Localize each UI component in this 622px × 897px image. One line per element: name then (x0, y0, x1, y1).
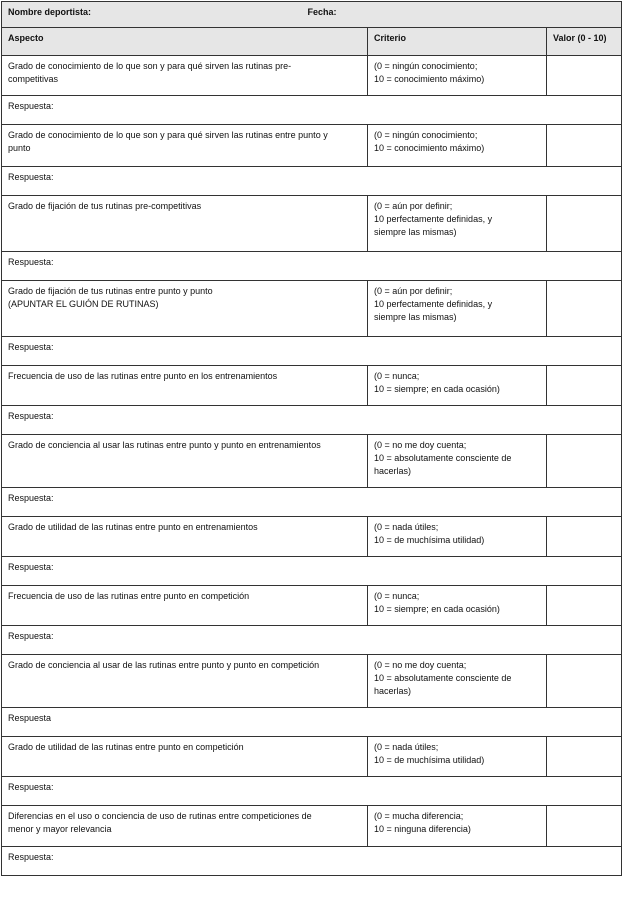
aspect-cell: Frecuencia de uso de las rutinas entre punto en los entrenamientos (2, 366, 368, 406)
question-row (2, 366, 622, 406)
criterion-cell: (0 = ningún conocimiento; 10 = conocimiento máximo) (368, 125, 547, 167)
question-row (2, 56, 622, 96)
value-input-cell[interactable] (547, 196, 622, 252)
column-header-row (2, 28, 622, 56)
question-row (2, 806, 622, 847)
criterion-cell: (0 = no me doy cuenta; 10 = absolutamente consciente de hacerlas) (368, 655, 547, 708)
question-row (2, 517, 622, 557)
criterion-cell: (0 = nada útiles; 10 = de muchísima utilidad) (368, 517, 547, 557)
response-field[interactable]: Respuesta: (2, 252, 622, 281)
response-field[interactable]: Respuesta: (2, 557, 622, 586)
athlete-name-label: Nombre deportista: (8, 7, 92, 17)
value-input-cell[interactable] (547, 517, 622, 557)
response-row (2, 406, 622, 435)
aspect-cell: Grado de utilidad de las rutinas entre punto en competición (2, 737, 368, 777)
response-field[interactable]: Respuesta: (2, 406, 622, 435)
value-input-cell[interactable] (547, 281, 622, 337)
response-field[interactable]: Respuesta: (2, 337, 622, 366)
aspect-cell: Grado de fijación de tus rutinas entre punto y punto (APUNTAR EL GUIÓN DE RUTINAS) (2, 281, 368, 337)
criterion-cell: (0 = no me doy cuenta; 10 = absolutamente consciente de hacerlas) (368, 435, 547, 488)
question-row (2, 435, 622, 488)
value-input-cell[interactable] (547, 655, 622, 708)
value-input-cell[interactable] (547, 435, 622, 488)
response-row (2, 847, 622, 876)
value-input-cell[interactable] (547, 56, 622, 96)
value-input-cell[interactable] (547, 737, 622, 777)
value-input-cell[interactable] (547, 806, 622, 847)
aspect-cell: Frecuencia de uso de las rutinas entre punto en competición (2, 586, 368, 626)
criterion-cell: (0 = nunca; 10 = siempre; en cada ocasión) (368, 586, 547, 626)
aspect-column-header: Aspecto (2, 28, 368, 56)
criterion-cell: (0 = aún por definir; 10 perfectamente definidas, y siempre las mismas) (368, 281, 547, 337)
response-field[interactable]: Respuesta: (2, 777, 622, 806)
response-row (2, 777, 622, 806)
response-row (2, 708, 622, 737)
aspect-cell: Grado de conciencia al usar de las rutinas entre punto y punto en competición (2, 655, 368, 708)
criterion-cell: (0 = ningún conocimiento; 10 = conocimiento máximo) (368, 56, 547, 96)
value-input-cell[interactable] (547, 125, 622, 167)
response-row (2, 96, 622, 125)
criterion-column-header: Criterio (368, 28, 547, 56)
response-field[interactable]: Respuesta: (2, 626, 622, 655)
question-row (2, 125, 622, 167)
criterion-cell: (0 = nada útiles; 10 = de muchísima utilidad) (368, 737, 547, 777)
response-field[interactable]: Respuesta: (2, 488, 622, 517)
criterion-cell: (0 = nunca; 10 = siempre; en cada ocasión) (368, 366, 547, 406)
response-row (2, 252, 622, 281)
response-row (2, 557, 622, 586)
response-row (2, 167, 622, 196)
question-row (2, 737, 622, 777)
response-row (2, 337, 622, 366)
criterion-cell: (0 = aún por definir; 10 perfectamente definidas, y siempre las mismas) (368, 196, 547, 252)
response-field[interactable]: Respuesta: (2, 847, 622, 876)
response-field[interactable]: Respuesta: (2, 167, 622, 196)
response-field[interactable]: Respuesta: (2, 96, 622, 125)
aspect-cell: Grado de fijación de tus rutinas pre-competitivas (2, 196, 368, 252)
response-field[interactable]: Respuesta (2, 708, 622, 737)
aspect-cell: Grado de utilidad de las rutinas entre punto en entrenamientos (2, 517, 368, 557)
value-input-cell[interactable] (547, 366, 622, 406)
value-input-cell[interactable] (547, 586, 622, 626)
header-row (2, 2, 622, 28)
response-row (2, 488, 622, 517)
value-column-header: Valor (0 - 10) (547, 28, 622, 56)
criterion-cell: (0 = mucha diferencia; 10 = ninguna diferencia) (368, 806, 547, 847)
question-row (2, 196, 622, 252)
aspect-cell: Grado de conocimiento de lo que son y para qué sirven las rutinas entre punto y punto (2, 125, 368, 167)
question-row (2, 586, 622, 626)
question-row (2, 655, 622, 708)
date-label: Fecha: (307, 7, 337, 17)
question-row (2, 281, 622, 337)
header-cell (2, 2, 622, 28)
aspect-cell: Diferencias en el uso o conciencia de uso de rutinas entre competiciones de menor y mayor relevancia (2, 806, 368, 847)
aspect-cell: Grado de conocimiento de lo que son y para qué sirven las rutinas pre- competitivas (2, 56, 368, 96)
questionnaire-table (1, 1, 622, 876)
response-row (2, 626, 622, 655)
aspect-cell: Grado de conciencia al usar las rutinas entre punto y punto en entrenamientos (2, 435, 368, 488)
